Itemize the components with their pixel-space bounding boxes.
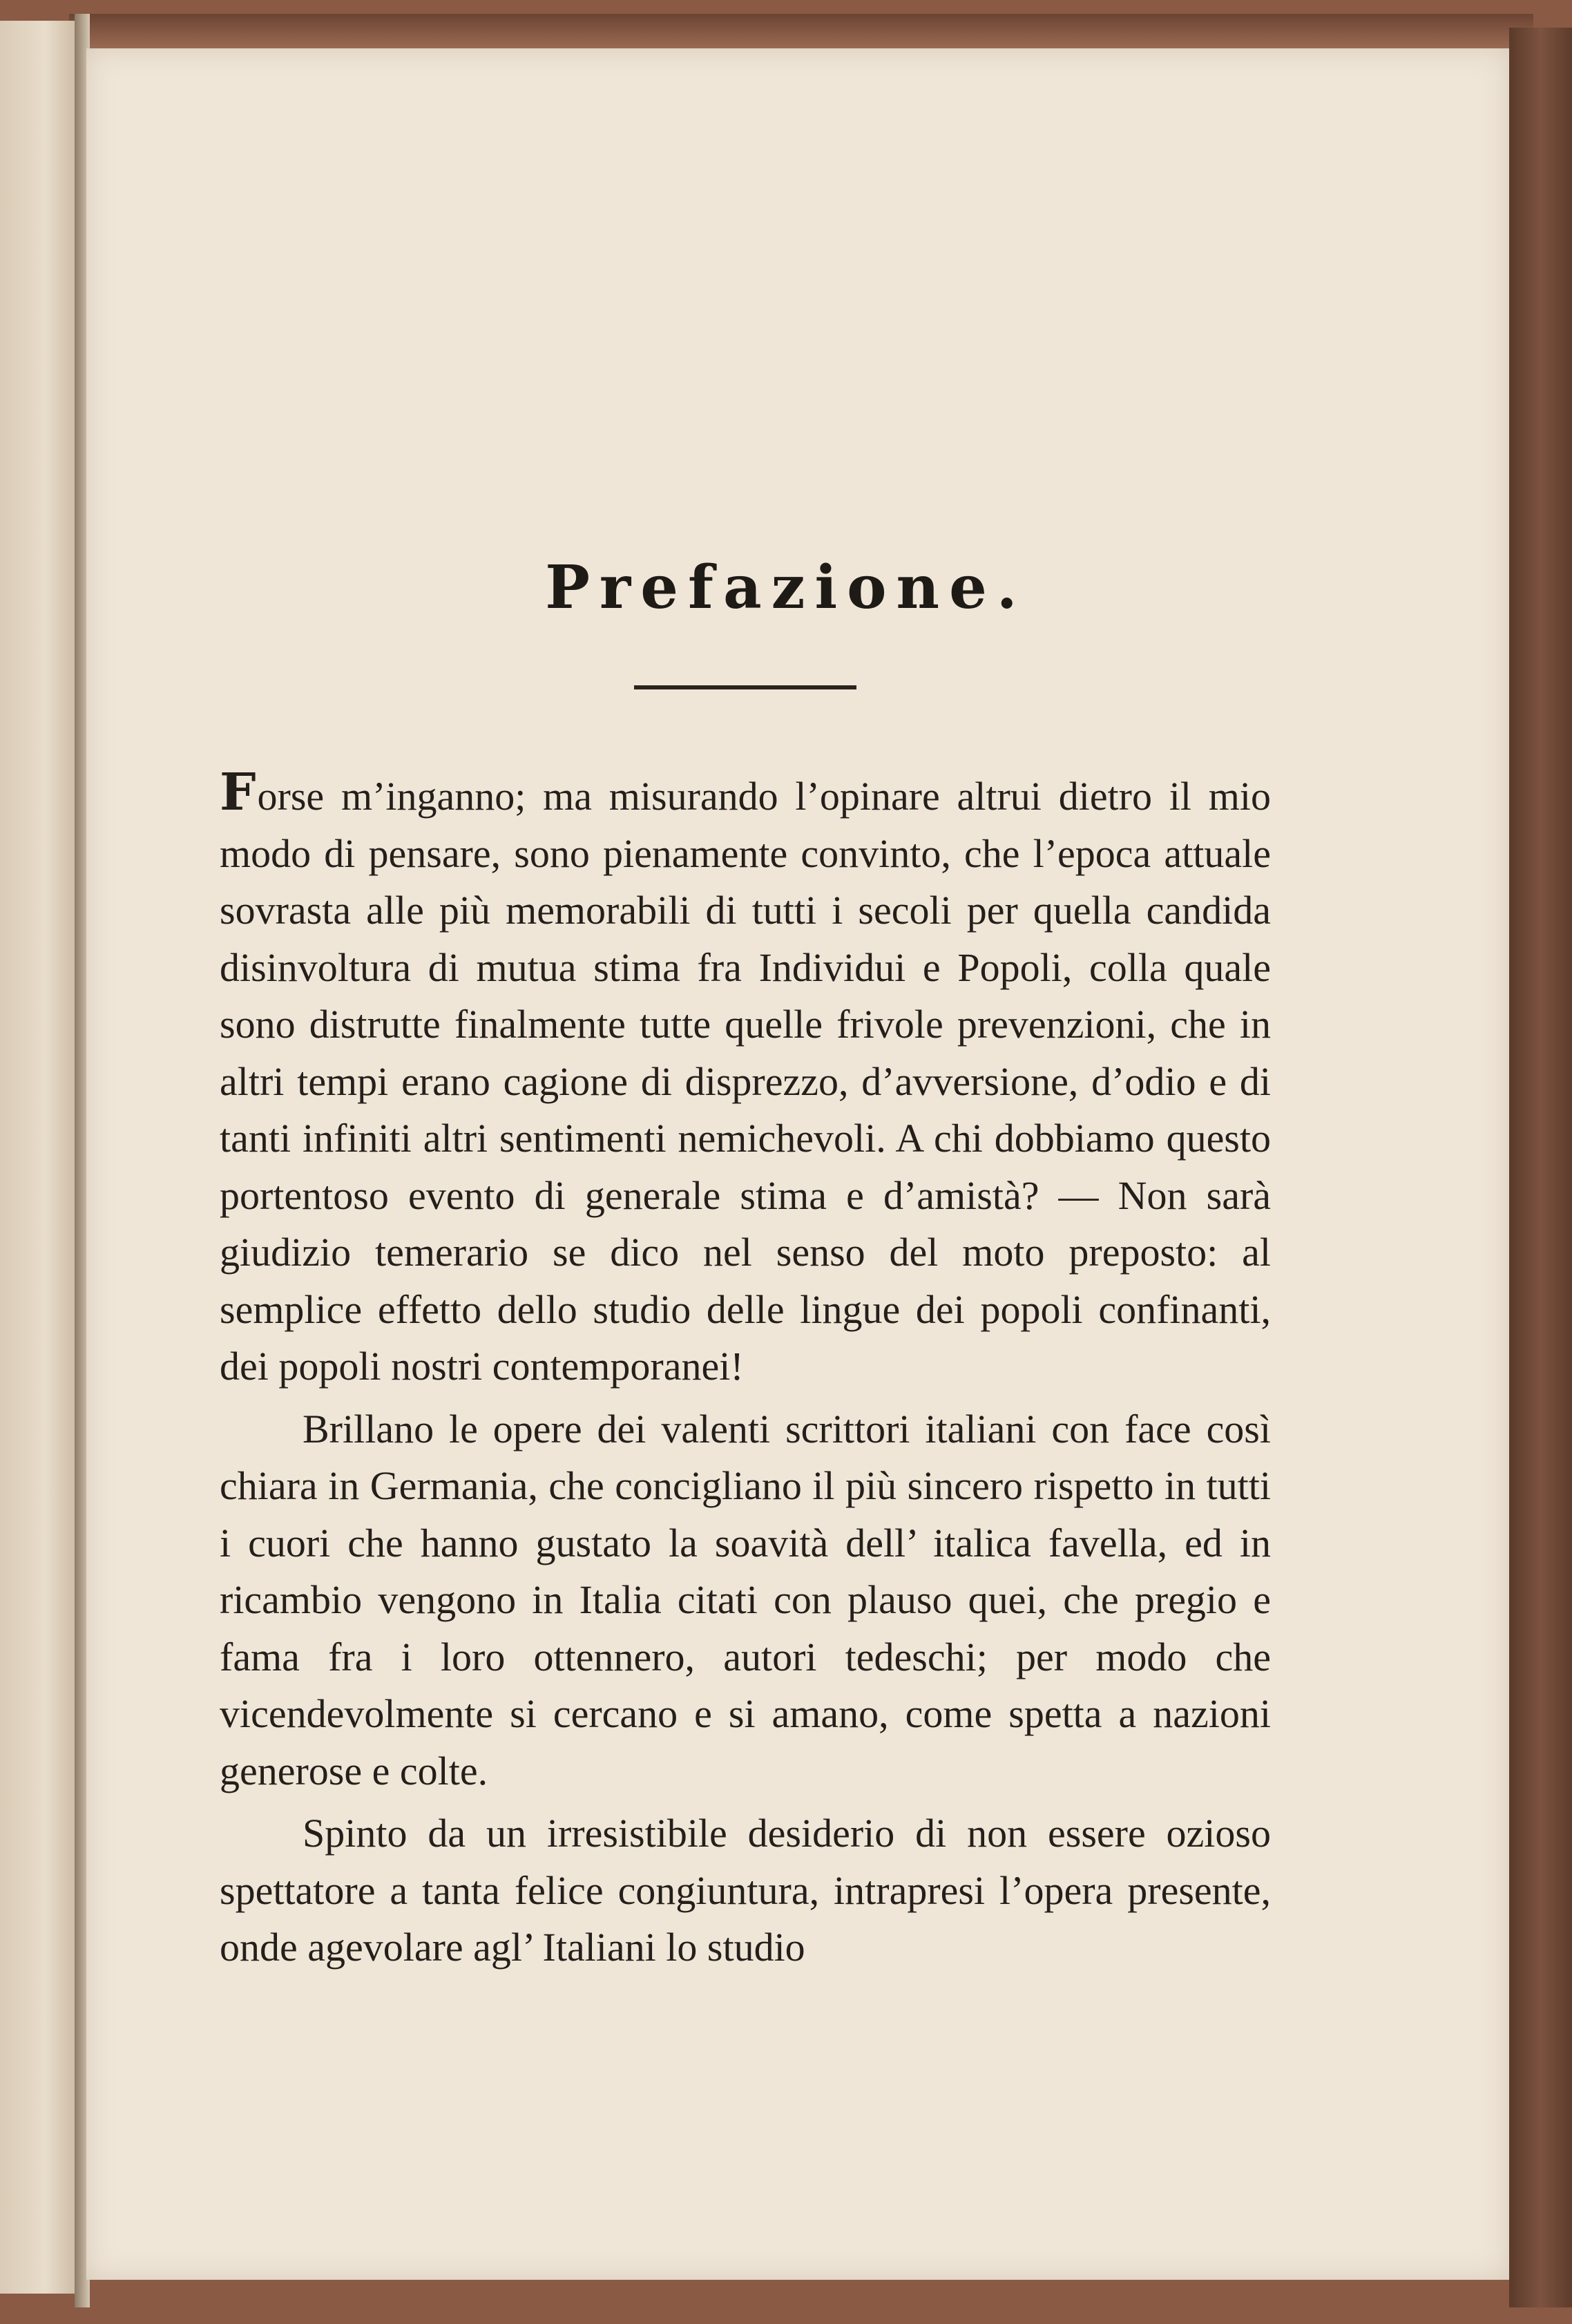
paragraph-3: Spinto da un irresistibile desiderio di non essere ozioso spettatore a tanta felice congiuntura, intrapresi l’opera presente, onde agevolare agl’ Italiani lo studio: [220, 1811, 1271, 1970]
paragraph-1-text: orse m’inganno; ma misurando l’opinare altrui dietro il mio modo di pensare, sono pienamente convinto, che l’epoca attuale sovrasta alle più memorabili di tutti i secoli per quella candida disinvoltura di mutua stima fra Individui e Popoli, colla quale sono distrutte finalmente tutte quelle frivole prevenzioni, che in altri tempi erano cagione di disprezzo, d’avversione, d’odio e di tanti infiniti altri sentimenti nemichevoli. A chi dobbiamo questo portentoso evento di generale stima e d’amistà? — Non sarà giudizio temerario se dico nel senso del moto preposto: al semplice effetto dello studio delle lingue dei popoli confinanti, dei popoli nostri contemporanei!: [220, 774, 1271, 1389]
book-cover-right-edge: [1509, 28, 1572, 2307]
title-rule: [634, 685, 856, 689]
drop-cap: F: [220, 763, 256, 822]
paragraph-2: Brillano le opere dei valenti scrittori italiani con face così chiara in Germania, che concigliano il più sincero rispetto in tutti i cuori che hanno gustato la soavità dell’ italica favella, ed in ricambio vengono in Italia citati con plauso quei, che pregio e fama fra i loro ottennero, autori tedeschi; per modo che vicendevolmente si cercano e si amano, come spetta a nazioni generose e colte.: [220, 1406, 1271, 1793]
facing-page-edge: [0, 21, 78, 2294]
preface-text: [220, 763, 1271, 1977]
paragraph-1: [220, 763, 1271, 1396]
book-cover-top-edge: [69, 14, 1533, 48]
page-title: Prefazione.: [545, 553, 1027, 622]
